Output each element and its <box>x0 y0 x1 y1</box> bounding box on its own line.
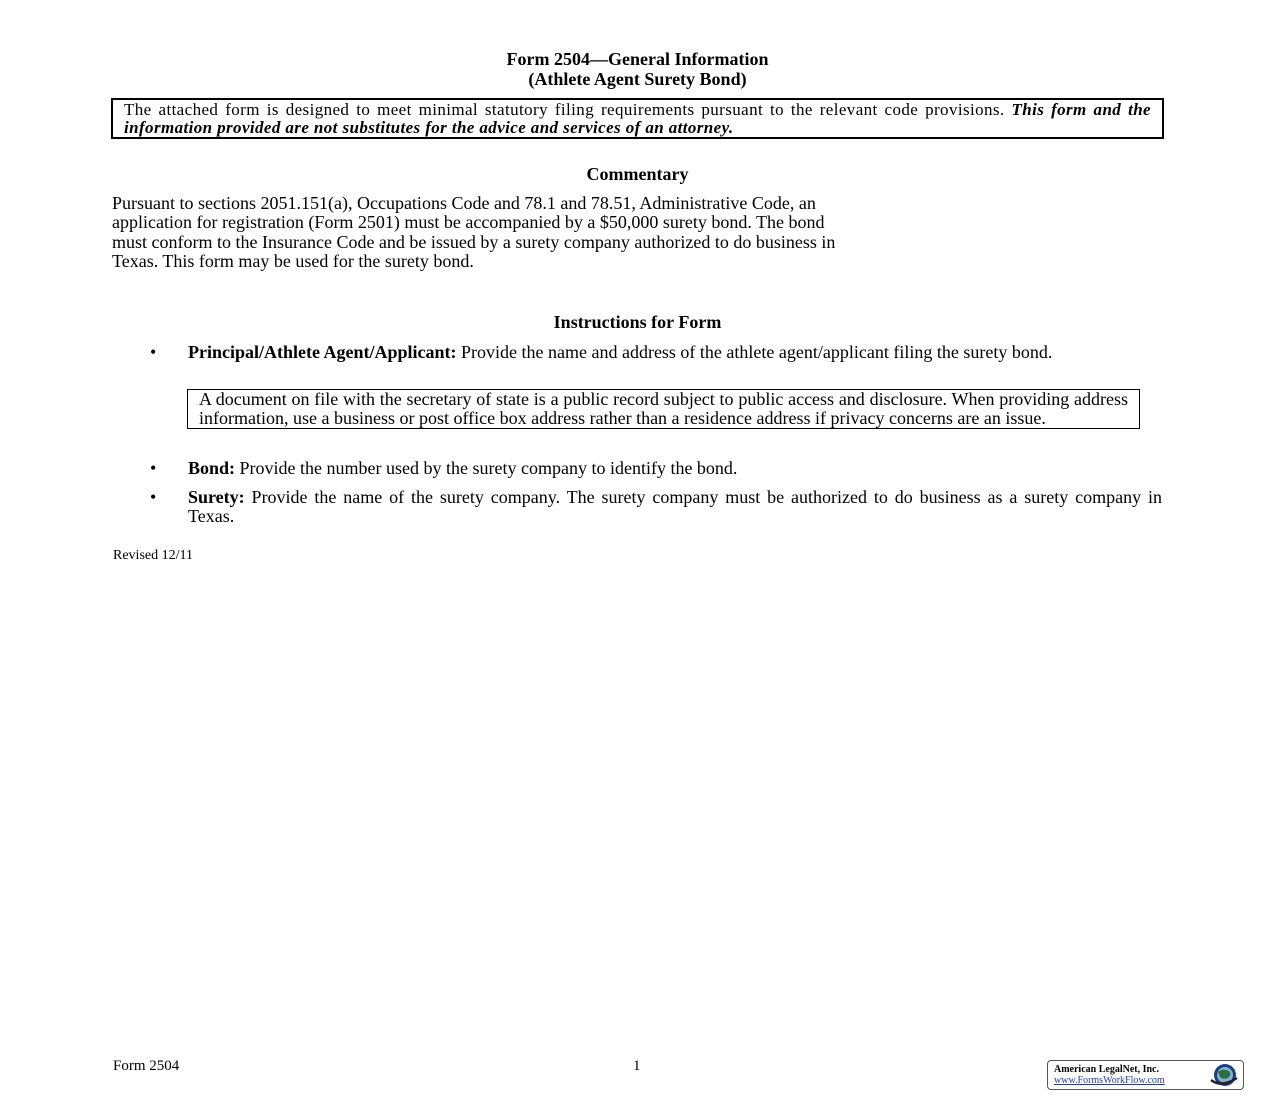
commentary-paragraph <box>112 194 1122 272</box>
footer-form-number: Form 2504 <box>113 1058 180 1074</box>
bullet-icon: • <box>150 458 157 478</box>
instruction-item-surety <box>188 488 1162 527</box>
globe-logo-icon <box>1207 1062 1241 1088</box>
privacy-note-box: A document on file with the secretary of state is a public record subject to public access and disclosure. When providing address information, use a business or post office box address rather than a residence address if privacy concerns are an issue. <box>187 389 1140 429</box>
commentary-line: application for registration (Form 2501) must be accompanied by a $50,000 surety bond. The bond <box>112 212 825 233</box>
instructions-heading: Instructions for Form <box>553 312 722 332</box>
commentary-line: must conform to the Insurance Code and be issued by a surety company authorized to do business in <box>112 231 836 252</box>
disclaimer-box <box>111 98 1164 139</box>
instruction-label: Bond: <box>188 458 236 478</box>
instruction-text: Provide the name of the surety company. The surety company must be authorized to do business as a surety company in Texas. <box>188 487 1162 527</box>
bullet-icon: • <box>150 342 157 362</box>
commentary-line: Pursuant to sections 2051.151(a), Occupations Code and 78.1 and 78.51, Administrative Code, an <box>112 193 816 213</box>
commentary-line: Texas. This form may be used for the surety bond. <box>112 251 474 272</box>
instruction-item-principal <box>188 343 1162 362</box>
disclaimer-text: The attached form is designed to meet minimal statutory filing requirements pursuant to the relevant code provisions. <box>124 100 1012 119</box>
badge-url-link[interactable]: www.FormsWorkFlow.com <box>1054 1075 1165 1086</box>
instruction-text: Provide the name and address of the athlete agent/applicant filing the surety bond. <box>456 342 1053 362</box>
instruction-label: Surety: <box>188 487 245 507</box>
legalnet-badge[interactable] <box>1047 1060 1244 1090</box>
form-title: Form 2504—General Information <box>506 49 769 69</box>
instruction-item-bond <box>188 459 1162 478</box>
commentary-heading: Commentary <box>586 164 689 184</box>
revision-date: Revised 12/11 <box>113 548 193 563</box>
footer-page-number: 1 <box>633 1058 641 1074</box>
badge-company: American LegalNet, Inc. <box>1054 1064 1159 1075</box>
bullet-icon: • <box>150 487 157 507</box>
disclaimer-emphasis: This form and the information provided are not substitutes for the advice and services of an attorney. <box>124 100 1151 137</box>
form-subtitle: (Athlete Agent Surety Bond) <box>528 69 747 89</box>
instruction-text: Provide the number used by the surety company to identify the bond. <box>235 458 738 478</box>
instruction-label: Principal/Athlete Agent/Applicant: <box>188 342 457 362</box>
